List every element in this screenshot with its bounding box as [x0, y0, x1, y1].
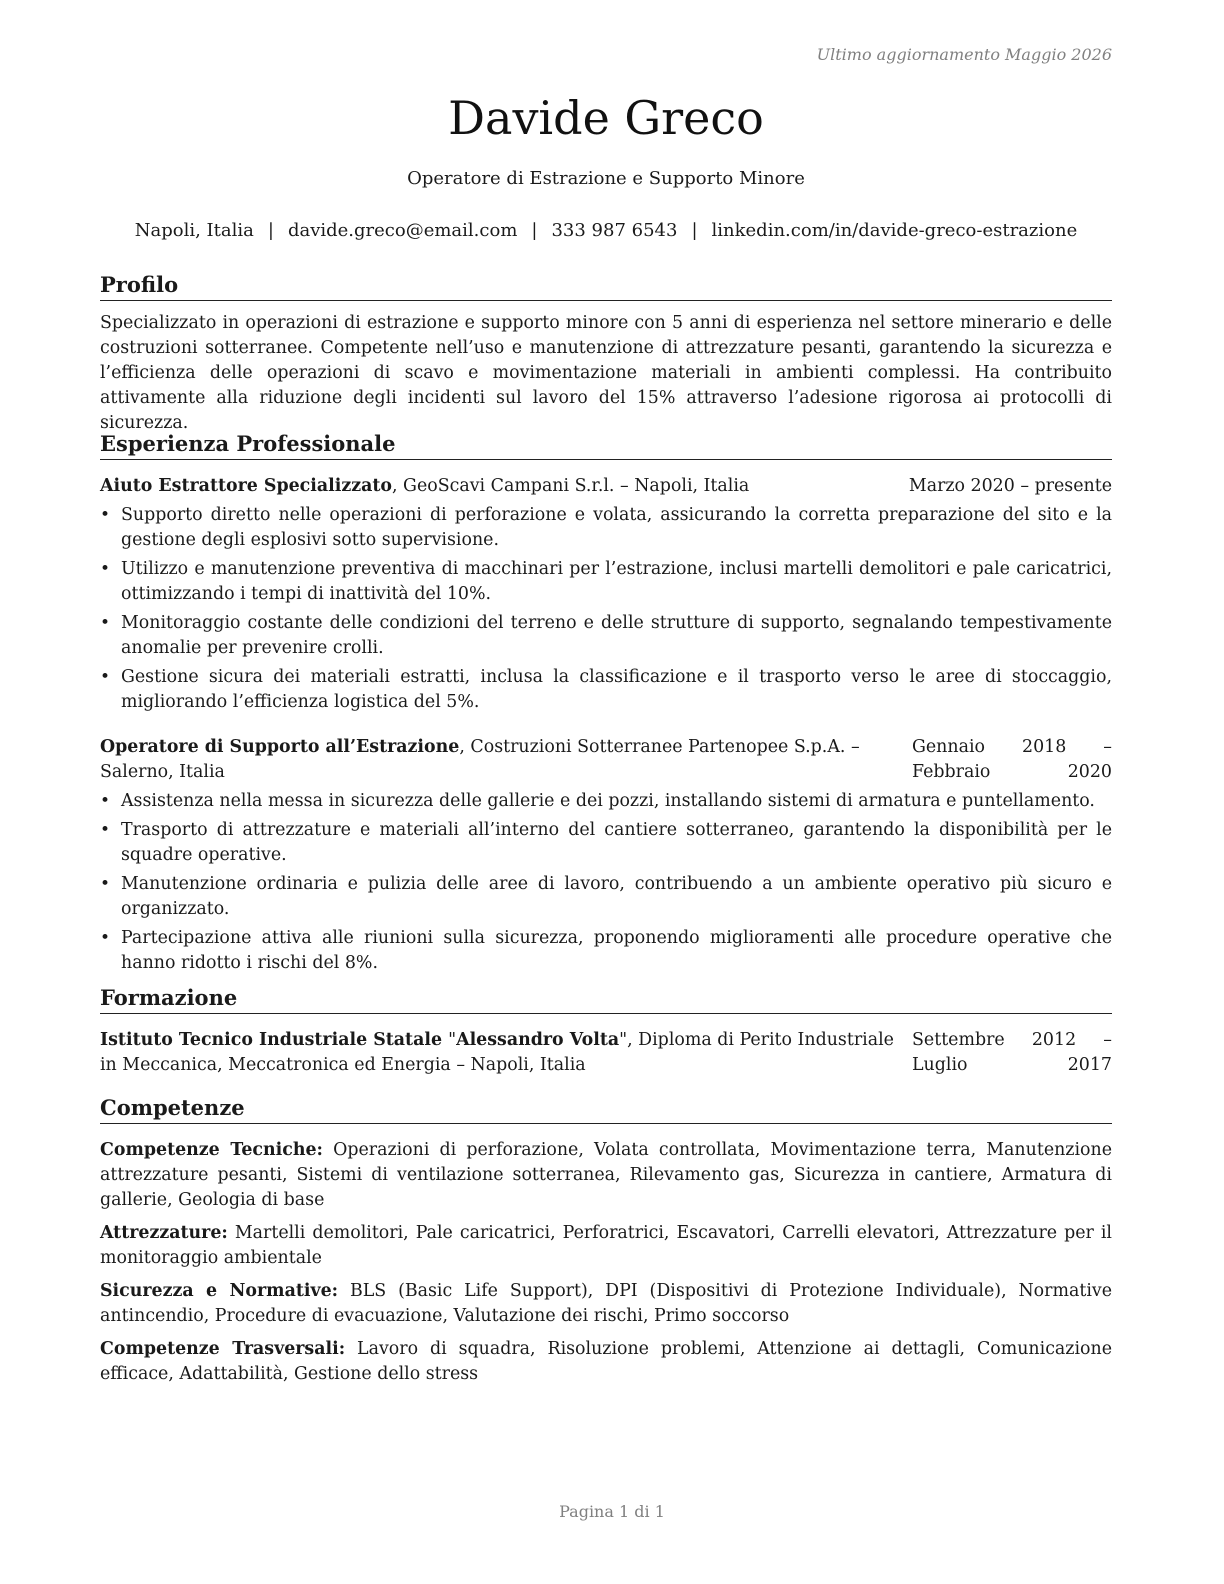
- list-item: • Supporto diretto nelle operazioni di perforazione e volata, assicurando la corretta preparazione del sito e la gestione degli esplosivi sotto supervisione.: [100, 503, 1112, 553]
- skill-row: [100, 1279, 1112, 1329]
- contact-line: [100, 219, 1112, 243]
- section-title-education: Formazione: [100, 983, 1112, 1014]
- experience-section: [100, 429, 1112, 980]
- education-entry: [100, 1028, 1112, 1078]
- list-item: • Monitoraggio costante delle condizioni del terreno e delle strutture di supporto, segnalando tempestivamente anomalie per prevenire crolli.: [100, 611, 1112, 661]
- skills-section: [100, 1093, 1112, 1395]
- job-bullets: [100, 789, 1112, 976]
- page-number: Pagina 1 di 1: [559, 1502, 665, 1521]
- skill-text: Operazioni di perforazione, Volata controllata, Movimentazione terra, Manutenzione attrezzature pesanti, Sistemi di ventilazione sotterranea, Rilevamento gas, Sicurezza in cantiere, Armatura di gallerie, Geologia di base: [100, 1140, 1112, 1210]
- contact-email[interactable]: davide.greco@email.com: [287, 220, 518, 241]
- job-company: , GeoScavi Campani S.r.l. – Napoli, Italia: [392, 476, 750, 496]
- contact-separator: |: [267, 220, 274, 241]
- school-name: Istituto Tecnico Industriale Statale: [100, 1030, 449, 1050]
- education-details: , Diploma di Perito Industriale in Meccanica, Meccatronica ed Energia – Napoli, Italia: [100, 1030, 894, 1075]
- job-role: Aiuto Estrattore Specializzato: [100, 476, 392, 496]
- contact-phone[interactable]: 333 987 6543: [551, 220, 678, 241]
- job-entry: [100, 474, 1112, 715]
- job-company: , Costruzioni Sotterranee Partenopee S.p.A. – Salerno, Italia: [100, 737, 860, 782]
- last-updated: Ultimo aggiornamento Maggio 2026: [816, 45, 1112, 64]
- candidate-name: Davide Greco: [448, 91, 764, 145]
- skill-label: Competenze Tecniche:: [100, 1140, 323, 1160]
- quote-mark: ": [448, 1030, 457, 1050]
- job-title: Operatore di Estrazione e Supporto Minore: [407, 168, 805, 189]
- list-item: • Gestione sicura dei materiali estratti, inclusa la classificazione e il trasporto verso le aree di stoccaggio, migliorando l’efficienza logistica del 5%.: [100, 665, 1112, 715]
- section-title-experience: Esperienza Professionale: [100, 429, 1112, 460]
- list-item: • Utilizzo e manutenzione preventiva di macchinari per l’estrazione, inclusi martelli demolitori e pale caricatrici, ottimizzando i tempi di inattività del 10%.: [100, 557, 1112, 607]
- list-item: • Manutenzione ordinaria e pulizia delle aree di lavoro, contribuendo a un ambiente operativo più sicuro e organizzato.: [100, 872, 1112, 922]
- quote-mark: ": [619, 1030, 628, 1050]
- job-role: Operatore di Supporto all’Estrazione: [100, 737, 460, 757]
- profile-section: [100, 270, 1112, 436]
- school-name-quoted: Alessandro Volta: [456, 1030, 620, 1050]
- skill-text: Lavoro di squadra, Risoluzione problemi, Attenzione ai dettagli, Comunicazione efficace, Adattabilità, Gestione dello stress: [100, 1339, 1112, 1384]
- list-item: • Trasporto di attrezzature e materiali all’interno del cantiere sotterraneo, garantendo la disponibilità per le squadre operative.: [100, 818, 1112, 868]
- skill-label: Sicurezza e Normative:: [100, 1281, 339, 1301]
- skill-row: [100, 1337, 1112, 1387]
- contact-linkedin[interactable]: linkedin.com/in/davide-greco-estrazione: [711, 220, 1078, 241]
- list-item: • Assistenza nella messa in sicurezza delle gallerie e dei pozzi, installando sistemi di armatura e puntellamento.: [100, 789, 1112, 814]
- contact-separator: |: [531, 220, 538, 241]
- job-header: [100, 735, 1112, 785]
- job-bullets: [100, 503, 1112, 715]
- skills-list: [100, 1138, 1112, 1387]
- list-item: • Partecipazione attiva alle riunioni sulla sicurezza, proponendo miglioramenti alle procedure operative che hanno ridotto i rischi del 8%.: [100, 926, 1112, 976]
- skill-label: Competenze Trasversali:: [100, 1339, 346, 1359]
- job-entry: [100, 735, 1112, 976]
- skill-text: BLS (Basic Life Support), DPI (Dispositivi di Protezione Individuale), Normative antincendio, Procedure di evacuazione, Valutazione dei rischi, Primo soccorso: [100, 1281, 1112, 1326]
- skill-row: [100, 1138, 1112, 1213]
- skill-label: Attrezzature:: [100, 1223, 228, 1243]
- job-header: [100, 474, 1112, 499]
- skill-text: Martelli demolitori, Pale caricatrici, Perforatrici, Escavatori, Carrelli elevatori, Attrezzature per il monitoraggio ambientale: [100, 1223, 1112, 1268]
- education-dates: Settembre 2012 – Luglio 2017: [912, 1030, 1112, 1075]
- skill-row: [100, 1221, 1112, 1271]
- job-dates: Marzo 2020 – presente: [908, 476, 1112, 496]
- section-title-profile: Profilo: [100, 270, 1112, 301]
- job-dates: Gennaio 2018 – Febbraio 2020: [912, 737, 1112, 782]
- contact-separator: |: [691, 220, 698, 241]
- section-title-skills: Competenze: [100, 1093, 1112, 1124]
- education-section: [100, 983, 1112, 1078]
- profile-text: Specializzato in operazioni di estrazione e supporto minore con 5 anni di esperienza nel settore minerario e delle costruzioni sotterranee. Competente nell’uso e manutenzione di attrezzature pesanti, garantendo la sicurezza e l’efficienza delle operazioni di scavo e movimentazione materiali in ambienti complessi. Ha contribuito attivamente alla riduzione degli incidenti sul lavoro del 15% attraverso l’adesione rigorosa ai protocolli di sicurezza.: [100, 313, 1112, 433]
- contact-location: Napoli, Italia: [134, 220, 254, 241]
